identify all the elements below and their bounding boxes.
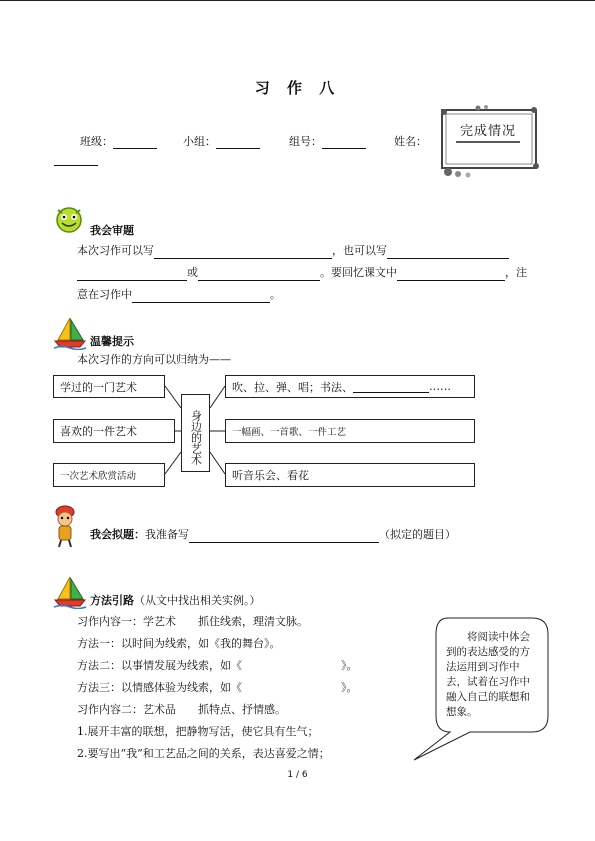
review-text: 或 bbox=[187, 266, 198, 279]
group-no-label: 组号： bbox=[289, 135, 322, 148]
left-box-favorite-art: 喜欢的一件艺术 bbox=[53, 419, 175, 443]
method-line: 方法一：以时间为线索，如《我的舞台》。 bbox=[77, 637, 281, 650]
right-box-artworks: 一幅画、一首歌、一件工艺 bbox=[225, 419, 475, 443]
section-title-tips: 温馨提示 bbox=[90, 335, 134, 348]
left-box-art-learned: 学过的一门艺术 bbox=[53, 375, 165, 398]
sailboat-icon bbox=[52, 575, 88, 609]
right-box-skills bbox=[225, 375, 475, 398]
class-label: 班级： bbox=[80, 135, 113, 148]
method-line: 习作内容二：艺术品 抓特点、抒情感。 bbox=[77, 703, 286, 716]
review-text: 意在习作中 bbox=[77, 288, 132, 301]
right-box-skills-text: 吹、拉、弹、唱；书法、 bbox=[232, 380, 353, 394]
method-line: 方法二：以事情发展为线索，如《 》。 bbox=[77, 659, 358, 672]
right-box-activities: 听音乐会、看花 bbox=[225, 463, 475, 487]
group-label: 小组： bbox=[183, 135, 216, 148]
blank-skill[interactable] bbox=[353, 381, 429, 393]
completion-badge-label: 完成情况 bbox=[460, 124, 517, 139]
right-box-skills-ellipsis: …… bbox=[429, 380, 451, 393]
draft-suffix: （拟定的题目） bbox=[379, 528, 456, 541]
review-text: 。要回忆课文中 bbox=[320, 266, 397, 279]
method-line: 方法三：以情感体验为线索，如《 》。 bbox=[77, 681, 358, 694]
section-title-draft: 我会拟题： bbox=[90, 528, 145, 541]
blank-essay-title[interactable] bbox=[189, 530, 379, 543]
left-box-art-activity: 一次艺术欣赏活动 bbox=[53, 463, 165, 487]
method-heading bbox=[90, 593, 261, 609]
title-draft-line bbox=[90, 527, 456, 543]
page-title: 习 作 八 bbox=[254, 79, 341, 97]
method-line: 2.要写出“我”和工艺品之间的关系，表达喜爱之情； bbox=[77, 747, 330, 760]
review-text: ，也可以写 bbox=[332, 244, 387, 257]
page-number: 1 / 6 bbox=[287, 770, 308, 780]
review-text: 本次习作可以写 bbox=[77, 244, 154, 257]
cartoon-figure-icon bbox=[50, 503, 80, 549]
center-box-art-around: 身边的艺术 bbox=[181, 394, 210, 472]
method-line: 1.展开丰富的联想，把静物写活，使它具有生气； bbox=[77, 725, 319, 738]
section-title-review: 我会审题 bbox=[90, 224, 134, 237]
review-text: ，注 bbox=[505, 266, 527, 279]
name-label: 姓名： bbox=[394, 135, 427, 148]
speech-bubble-text: 将阅读中体会到的表达感受的方法运用到习作中去，试着在习作中融入自己的联想和想象。 bbox=[446, 631, 530, 718]
review-text: 。 bbox=[270, 288, 281, 301]
tips-intro: 本次习作的方向可以归纳为—— bbox=[77, 353, 231, 366]
draft-text: 我准备写 bbox=[145, 528, 189, 541]
method-line: 习作内容一：学艺术 抓住线索，理清文脉。 bbox=[77, 615, 308, 628]
method-title-suffix: （从文中找出相关实例。） bbox=[134, 594, 261, 607]
section-title-method: 方法引路 bbox=[90, 594, 134, 607]
